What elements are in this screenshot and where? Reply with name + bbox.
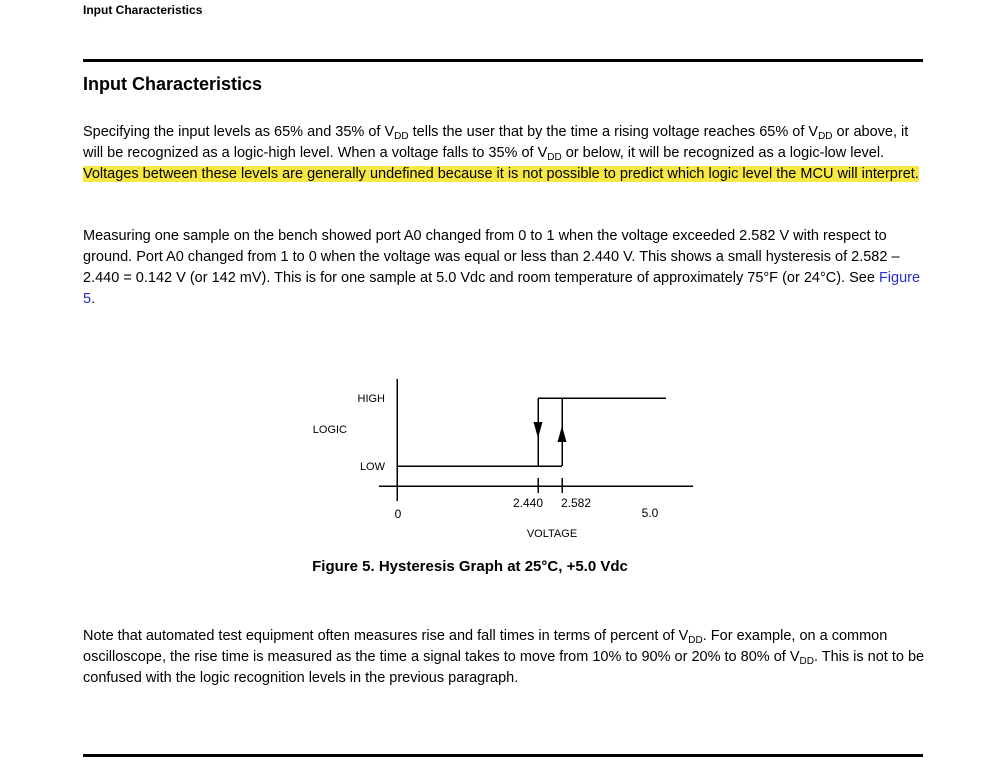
- vdd-symbol: [538, 145, 562, 161]
- low-label: LOW: [359, 461, 385, 473]
- y-axis-label: LOGIC: [312, 424, 347, 436]
- body-text: or above, it will be recognized as a logic-high level. When a voltage falls to 35% of: [83, 124, 909, 161]
- vdd-symbol: [384, 124, 408, 140]
- body-text: or below, it will be recognized as a logic-low level.: [561, 145, 885, 161]
- running-header: Input Characteristics: [83, 3, 203, 17]
- body-text: tells the user that by the time a rising voltage reaches 65% of: [408, 124, 809, 140]
- top-horizontal-rule: [83, 59, 923, 62]
- rise-threshold-label: 2.582: [560, 496, 592, 510]
- vdd-base: V: [678, 628, 689, 644]
- body-text: Note that automated test equipment often measures rise and fall times in terms of percent of: [83, 628, 679, 644]
- vdd-base: V: [384, 124, 395, 140]
- fall-threshold-label: 2.440: [512, 496, 544, 510]
- figure-caption: Figure 5. Hysteresis Graph at 25°C, +5.0 Vdc: [312, 558, 628, 575]
- body-text: .: [91, 291, 96, 307]
- body-text: . This is not to be confused with the logic recognition levels in the previous paragraph.: [83, 649, 925, 686]
- vdd-symbol: [808, 124, 832, 140]
- body-text: . For example, on a common oscilloscope, the rise time is measured as the time a signal takes to move from 10% to 90% or 20% to 80% of: [83, 628, 888, 665]
- vdd-subscript: DD: [799, 656, 814, 667]
- high-label: HIGH: [357, 393, 385, 405]
- body-text: Measuring one sample on the bench showed port A0 changed from 0 to 1 when the voltage exceeded 2.582 V with respect to ground. Port A0 changed from 1 to 0 when the voltage was equal or less than 2.440 V. This shows a small hysteresis of 2.582 – 2.440 = 0.142 V (or 142 mV). This is for one sample at 5.0 Vdc and room temperature of approximately 75°F (or 24°C). See: [83, 228, 900, 286]
- x-axis-label: VOLTAGE: [526, 528, 578, 540]
- origin-tick-label: 0: [394, 507, 402, 521]
- vdd-subscript: DD: [818, 131, 833, 142]
- vdd-symbol: [790, 649, 814, 665]
- paragraph-rise-fall-times: [83, 626, 931, 689]
- highlighted-text: Voltages between these levels are generally undefined because it is not possible to predict which logic level the MCU will interpret.: [83, 166, 919, 182]
- vdd-symbol: [679, 628, 703, 644]
- bottom-horizontal-rule: [83, 754, 923, 757]
- vdd-base: V: [537, 145, 548, 161]
- body-text: Specifying the input levels as 65% and 35% of: [83, 124, 385, 140]
- arrow-down-icon: [534, 422, 543, 438]
- max-tick-label: 5.0: [641, 506, 659, 520]
- figure-5-link[interactable]: Figure 5: [83, 270, 921, 307]
- page-title: Input Characteristics: [83, 74, 263, 94]
- arrow-up-icon: [558, 426, 567, 442]
- vdd-subscript: DD: [547, 152, 562, 163]
- hysteresis-figure: [280, 360, 710, 560]
- vdd-base: V: [808, 124, 819, 140]
- paragraph-hysteresis-measurement: [83, 226, 931, 310]
- paragraph-input-levels: [83, 122, 931, 185]
- hysteresis-graph: [280, 360, 710, 560]
- vdd-base: V: [789, 649, 800, 665]
- vdd-subscript: DD: [688, 635, 703, 646]
- vdd-subscript: DD: [394, 131, 409, 142]
